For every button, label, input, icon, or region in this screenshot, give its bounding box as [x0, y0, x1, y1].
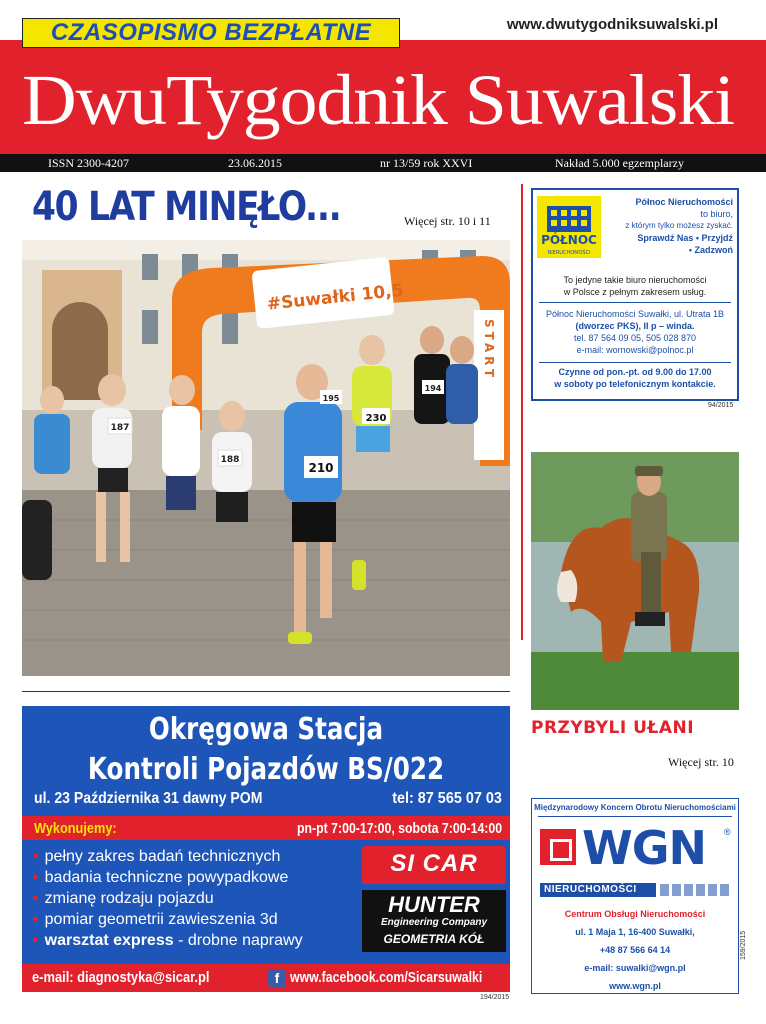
skp-services-label: Wykonujemy:: [34, 820, 117, 837]
list-item: [32, 930, 303, 951]
newspaper-title-text: [22, 54, 742, 144]
issue-number: nr 13/59 rok XXVI: [380, 156, 473, 170]
column-divider: [521, 184, 523, 640]
polnoc-slogan-line2: w Polsce z pełnym zakresem usług.: [563, 287, 707, 297]
skp-express-label: warsztat express: [44, 932, 174, 949]
skp-hours: pn-pt 7:00-17:00, sobota 7:00-14:00: [296, 820, 502, 837]
issue-date: 23.06.2015: [228, 156, 282, 170]
polnoc-phone[interactable]: tel. 87 564 09 05, 505 028 870: [573, 333, 697, 343]
polnoc-hours-line2: w soboty po telefonicznym kontakcie.: [554, 379, 716, 389]
wgn-address: ul. 1 Maja 1, 16-400 Suwałki,: [575, 927, 695, 937]
polnoc-contact: [539, 308, 731, 356]
skp-title-line1: Okręgowa Stacja: [148, 712, 384, 747]
skp-ad-code: 194/2015: [480, 994, 510, 1001]
polnoc-logo-sub: NIERUCHOMOŚCI: [547, 250, 591, 256]
polnoc-intro: [605, 196, 733, 256]
circulation: Nakład 5.000 egzemplarzy: [555, 156, 684, 170]
vehicle-inspection-ad[interactable]: [22, 706, 510, 992]
arch-start-text: START: [482, 318, 496, 382]
bib-195: 195: [322, 394, 340, 403]
polnoc-hours: [539, 366, 731, 390]
polnoc-ad-code: 94/2015: [708, 402, 734, 409]
hunter-geometry-label: GEOMETRIA KÓŁ: [383, 932, 485, 946]
sicar-logo-text: SI CAR: [390, 850, 478, 877]
run-photo-illustration: [22, 240, 510, 676]
polnoc-slogan-line1: To jedyne takie biuro nieruchomości: [563, 275, 707, 285]
bib-187: 187: [110, 423, 130, 433]
newspaper-title-svg-text: DwuTygodnik Suwalski: [22, 60, 735, 140]
uhlan-photo-illustration: [531, 452, 739, 710]
issn: ISSN 2300-4207: [48, 156, 130, 170]
skp-title-line2: Kontroli Pojazdów BS/022: [87, 752, 445, 787]
uhlan-more-pages: Więcej str. 10: [668, 755, 734, 769]
wgn-category-bar: NIERUCHOMOŚCI: [540, 883, 656, 897]
bib-210: 210: [308, 461, 334, 475]
sicar-logo: [362, 846, 506, 884]
polnoc-hours-line1: Czynne od pon.-pt. od 9.00 do 17.00: [558, 367, 712, 377]
wgn-website[interactable]: www.wgn.pl: [609, 981, 661, 991]
wgn-phone[interactable]: +48 87 566 64 14: [599, 945, 671, 955]
skp-phone[interactable]: tel: 87 565 07 03: [392, 790, 502, 807]
uhlan-headline[interactable]: PRZYBYLI UŁANI: [531, 718, 695, 738]
lead-headline[interactable]: 40 LAT MINĘŁO...: [32, 184, 341, 230]
skp-facebook-link[interactable]: www.facebook.com/Sicarsuwalki: [290, 969, 483, 986]
polnoc-address: Północ Nieruchomości Suwałki, ul. Utrata 1B: [545, 309, 725, 319]
run-photo: [22, 240, 510, 676]
registered-icon: ®: [724, 827, 731, 837]
list-item: ● badania techniczne powypadkowe: [32, 867, 303, 888]
polnoc-address-detail: (dworzec PKS), II p – winda.: [575, 321, 695, 331]
newspaper-title: [22, 54, 742, 144]
polnoc-real-estate-ad[interactable]: [531, 188, 739, 401]
polnoc-logo: [537, 196, 601, 258]
lead-more-pages: Więcej str. 10 i 11: [404, 214, 491, 228]
list-item: ● zmianę rodzaju pojazdu: [32, 888, 303, 909]
site-url[interactable]: www.dwutygodniksuwalski.pl: [506, 16, 718, 33]
skp-address: ul. 23 Października 31 dawny POM: [34, 790, 263, 807]
wgn-divider: [538, 816, 732, 817]
facebook-icon: f: [268, 969, 286, 987]
wgn-logo-text: WGN: [582, 821, 706, 875]
skp-service-list: [32, 846, 303, 951]
wgn-tagline: Międzynarodowy Koncern Obrotu Nieruchomościami: [534, 803, 736, 812]
list-item: ● pomiar geometrii zawieszenia 3d: [32, 909, 303, 930]
uhlan-photo: [531, 452, 739, 710]
polnoc-building-icon: [537, 196, 601, 258]
polnoc-intro-name: Północ Nieruchomości: [635, 197, 733, 207]
polnoc-intro-line2: z którym tylko możesz zyskać.: [625, 221, 733, 230]
skp-email[interactable]: e-mail: diagnostyka@sicar.pl: [32, 969, 210, 986]
polnoc-slogan: [539, 274, 731, 298]
list-item: ● pełny zakres badań technicznych: [32, 846, 303, 867]
hunter-logo-text: HUNTER: [388, 892, 480, 917]
wgn-email[interactable]: e-mail: suwalki@wgn.pl: [584, 963, 686, 973]
wgn-contact: [532, 905, 738, 995]
hunter-logo: [362, 890, 506, 952]
wgn-logo-icon: [540, 829, 576, 865]
bib-194: 194: [424, 384, 442, 393]
section-divider: [22, 691, 510, 692]
polnoc-email[interactable]: e-mail: wornowski@polnoc.pl: [576, 345, 694, 355]
issue-info-bar: [0, 154, 766, 172]
arch-banner-text: #Suwałki 10,5: [265, 280, 405, 315]
wgn-center-name: Centrum Obsługi Nieruchomości: [564, 909, 706, 919]
polnoc-intro-line4: • Zadzwoń: [688, 245, 733, 255]
wgn-real-estate-ad[interactable]: [531, 798, 739, 994]
bib-230: 230: [365, 413, 387, 424]
wgn-ad-code: 159/2015: [740, 930, 747, 960]
polnoc-divider-2: [539, 362, 731, 363]
skp-express-rest: - drobne naprawy: [173, 932, 303, 949]
free-magazine-label: CZASOPISMO BEZPŁATNE: [22, 18, 400, 48]
polnoc-intro-line3: Sprawdź Nas • Przyjdź: [637, 233, 733, 243]
wgn-decor-squares: [660, 884, 732, 896]
polnoc-logo-text: PÓŁNOC: [541, 233, 597, 247]
polnoc-divider: [539, 302, 731, 303]
hunter-logo-sub: Engineering Company: [380, 917, 488, 928]
bib-188: 188: [220, 455, 240, 465]
polnoc-intro-line1: to biuro,: [700, 209, 733, 219]
